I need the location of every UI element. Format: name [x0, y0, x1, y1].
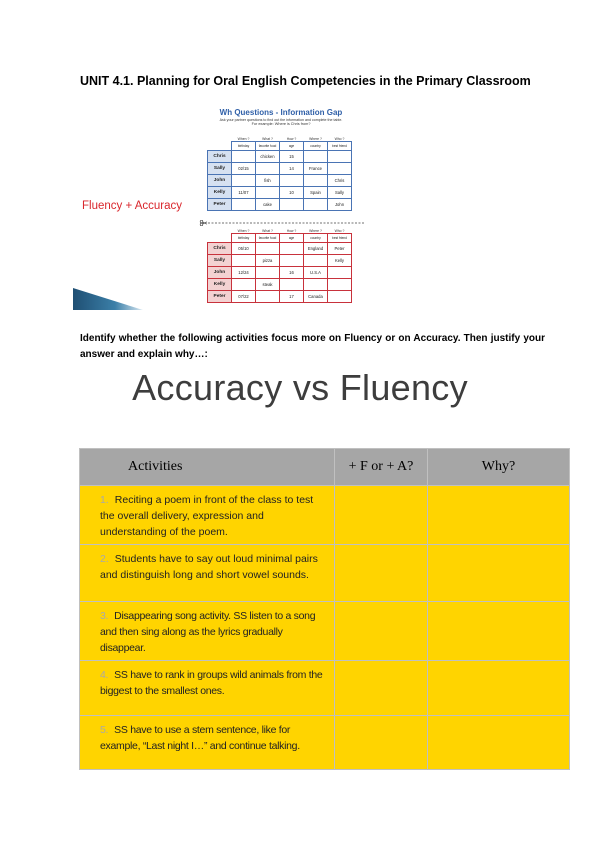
cell: [328, 163, 352, 175]
activities-table: [79, 448, 570, 770]
cell: [232, 279, 256, 291]
cell: pizza: [256, 255, 280, 267]
activity-text: Reciting a poem in front of the class to test the overall delivery, expression and understanding of the poem.: [100, 494, 314, 538]
cell: [256, 243, 280, 255]
activity-text: Students have to say out loud minimal pairs and distinguish long and short vowel sounds.: [100, 553, 318, 581]
question-when: When ?: [237, 228, 250, 233]
worksheet-title: Wh Questions - Information Gap: [219, 108, 343, 117]
col-birthday: birthday: [232, 234, 256, 243]
cell: 15: [280, 151, 304, 163]
table-row: [208, 243, 352, 255]
fluency-accuracy-label: Fluency + Accuracy: [82, 200, 183, 212]
worksheet-example: For example: Where is Chris from?: [251, 122, 311, 126]
table-row: [208, 163, 352, 175]
answer-cell[interactable]: [335, 716, 428, 770]
cell: Spain: [304, 187, 328, 199]
cell: Kelly: [328, 255, 352, 267]
page-title: UNIT 4.1. Planning for Oral English Competencies in the Primary Classroom: [80, 74, 531, 88]
scissors-cut-line: [199, 220, 365, 226]
col-birthday: birthday: [232, 142, 256, 151]
activity-cell: [80, 486, 335, 545]
table-row: [80, 545, 570, 602]
table-row: [208, 255, 352, 267]
activity-number: 4.: [100, 669, 109, 681]
activity-cell: [80, 661, 335, 716]
col-country: country: [304, 142, 328, 151]
activity-text: SS have to use a stem sentence, like for example, “Last night I…” and continue talking.: [100, 724, 300, 752]
cell: chicken: [256, 151, 280, 163]
cell: 11/07: [232, 187, 256, 199]
cell: 16: [280, 267, 304, 279]
question-what: What ?: [262, 228, 273, 233]
cell: [280, 279, 304, 291]
table-row: [80, 661, 570, 716]
instruction-text: Identify whether the following activities focus more on Fluency or on Accuracy. Then justify your answer and explain why…:: [80, 333, 545, 360]
col-favorite-food: favorite food: [256, 234, 280, 243]
header-fluency-or-accuracy: + F or + A?: [335, 449, 428, 486]
activity-number: 2.: [100, 553, 109, 565]
cell: [280, 175, 304, 187]
activity-cell: [80, 602, 335, 661]
answer-cell[interactable]: [335, 545, 428, 602]
table-row: [208, 267, 352, 279]
table-row: [208, 291, 352, 303]
cell: 02/15: [232, 163, 256, 175]
cell: [280, 243, 304, 255]
cell: [304, 151, 328, 163]
cell: [328, 151, 352, 163]
activity-number: 1.: [100, 494, 109, 506]
cell: U.S.A: [304, 267, 328, 279]
question-how: How ?: [286, 136, 297, 141]
worksheet-subtitle: Ask your partner questions to find out the information and complete the table.: [219, 118, 343, 122]
row-name: Peter: [208, 291, 232, 303]
cell: 07/22: [232, 291, 256, 303]
cell: France: [304, 163, 328, 175]
question-who: Who ?: [334, 228, 345, 233]
cell: [280, 199, 304, 211]
cell: fish: [256, 175, 280, 187]
question-where: Where ?: [309, 228, 322, 233]
activity-text: SS have to rank in groups wild animals from the biggest to the smallest ones.: [100, 669, 323, 697]
table-row: [208, 187, 352, 199]
cell: 05/10: [232, 243, 256, 255]
col-age: age: [280, 142, 304, 151]
cell: Sally: [328, 187, 352, 199]
info-gap-table-a: [207, 136, 352, 211]
question-when: When ?: [237, 136, 250, 141]
cell: [256, 187, 280, 199]
activity-text: Disappearing song activity. SS listen to a song and then sing along as the lyrics gradually disappear.: [100, 610, 316, 654]
cell: [232, 255, 256, 267]
cell: Canada: [304, 291, 328, 303]
activity-cell: [80, 716, 335, 770]
cell: England: [304, 243, 328, 255]
cell: [256, 163, 280, 175]
row-name: John: [208, 175, 232, 187]
cell: [328, 279, 352, 291]
cell: [256, 291, 280, 303]
why-cell[interactable]: [428, 486, 570, 545]
table-row: [80, 716, 570, 770]
cell: 14: [280, 163, 304, 175]
header-activities: Activities: [80, 449, 335, 486]
row-name: Sally: [208, 255, 232, 267]
row-name: John: [208, 267, 232, 279]
answer-cell[interactable]: [335, 486, 428, 545]
header-why: Why?: [428, 449, 570, 486]
row-name: Peter: [208, 199, 232, 211]
col-favorite-food: favorite food: [256, 142, 280, 151]
cell: [304, 279, 328, 291]
cell: [232, 151, 256, 163]
cell: John: [328, 199, 352, 211]
cell: [328, 267, 352, 279]
table-row: [80, 486, 570, 545]
why-cell[interactable]: [428, 545, 570, 602]
row-name: Chris: [208, 151, 232, 163]
info-gap-table-b: [207, 228, 352, 303]
col-best-friend: best friend: [328, 234, 352, 243]
answer-cell[interactable]: [335, 602, 428, 661]
row-name: Kelly: [208, 279, 232, 291]
cell: 17: [280, 291, 304, 303]
table-row: [208, 151, 352, 163]
question-how: How ?: [286, 228, 297, 233]
cell: steak: [256, 279, 280, 291]
table-row: [80, 602, 570, 661]
activity-number: 5.: [100, 724, 109, 736]
table-row: [208, 279, 352, 291]
cell: [280, 255, 304, 267]
table-row: [208, 175, 352, 187]
why-cell[interactable]: [428, 602, 570, 661]
col-country: country: [304, 234, 328, 243]
cell: 12/24: [232, 267, 256, 279]
col-best-friend: best friend: [328, 142, 352, 151]
cell: Chris: [328, 175, 352, 187]
activity-number: 3.: [100, 610, 109, 622]
cell: [232, 175, 256, 187]
why-cell[interactable]: [428, 716, 570, 770]
col-age: age: [280, 234, 304, 243]
cell: [304, 175, 328, 187]
answer-cell[interactable]: [335, 661, 428, 716]
row-name: Kelly: [208, 187, 232, 199]
cell: [256, 267, 280, 279]
row-name: Chris: [208, 243, 232, 255]
cell: [304, 255, 328, 267]
cell: [328, 291, 352, 303]
scissors-icon: [200, 220, 207, 226]
why-cell[interactable]: [428, 661, 570, 716]
table-row: [208, 199, 352, 211]
cell: cake: [256, 199, 280, 211]
cell: 10: [280, 187, 304, 199]
cell: [304, 199, 328, 211]
worksheet-header: [197, 108, 365, 126]
row-name: Sally: [208, 163, 232, 175]
question-what: What ?: [262, 136, 273, 141]
decorative-wedge: [73, 288, 143, 310]
cell: Peter: [328, 243, 352, 255]
question-where: Where ?: [309, 136, 322, 141]
cell: [232, 199, 256, 211]
question-who: Who ?: [334, 136, 345, 141]
accuracy-vs-fluency-heading: Accuracy vs Fluency: [132, 367, 468, 408]
activity-cell: [80, 545, 335, 602]
